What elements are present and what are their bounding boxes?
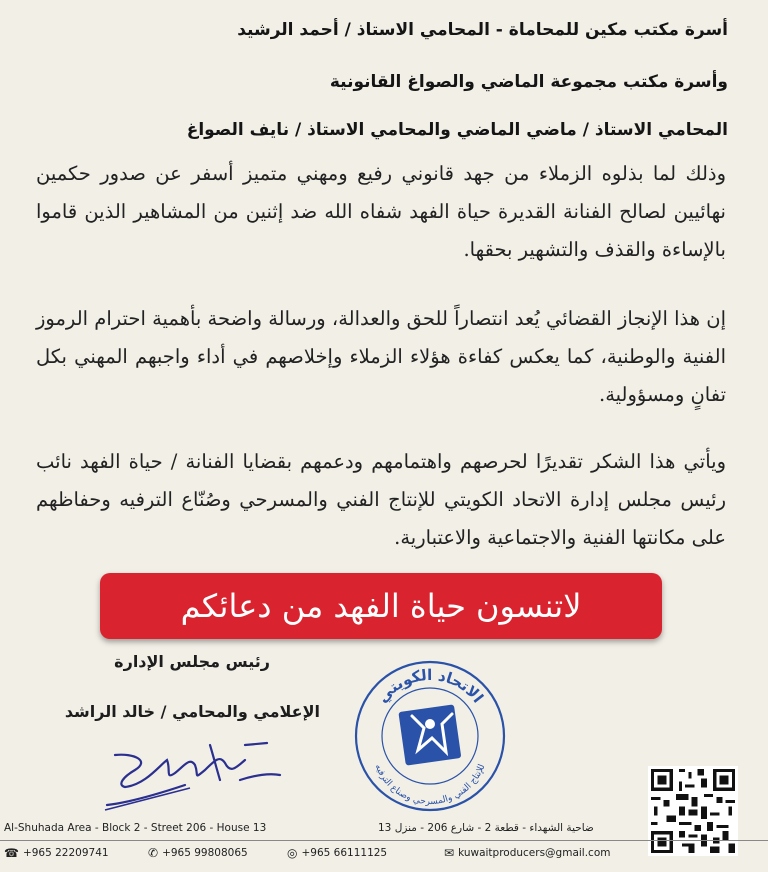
seal-text-top: الاتحاد الكويتي (373, 665, 487, 707)
contact-phone (4, 846, 109, 860)
header-line-1: أسرة مكتب مكين للمحاماة - المحامي الاستاذ / أحمد الرشيد (237, 20, 728, 40)
address-arabic: ضاحية الشهداء - قطعة 2 - شارع 206 - منزل 13 (378, 822, 594, 834)
svg-text:للإنتاج الفني والمسرحي وصناع ا (373, 763, 488, 807)
qr-code-icon (648, 766, 738, 856)
mobile-phone-icon: ✆ (148, 846, 159, 860)
union-seal-icon (352, 658, 508, 814)
contact-mobile (148, 846, 248, 860)
paragraph-1: وذلك لما بذلوه الزملاء من جهد قانوني رفيع ومهني متميز أسفر عن صدور حكمين نهائيين لصالح الفنانة القديرة حياة الفهد شفاه الله ضد إثنين من المشاهير الذين قاموا بالإساءة والقذف والتشهير بحقها. (36, 162, 726, 261)
paragraph-2: إن هذا الإنجاز القضائي يُعد انتصاراً للحق والعدالة، ورسالة واضحة بأهمية احترام الرموز الفنية والوطنية، كما يعكس كفاءة هؤلاء الزملاء وإخلاصهم في أداء واجبهم المهني بكل تفانٍ ومسؤولية. (36, 307, 726, 406)
signature-title: رئيس مجلس الإدارة (114, 652, 270, 671)
phone-icon: ☎ (4, 846, 19, 860)
contact-email (444, 846, 610, 860)
mobile-number[interactable]: +965 99808065 (162, 847, 248, 859)
header-line-3: المحامي الاستاذ / ماضي الماضي والمحامي الاستاذ / نايف الصواغ (186, 120, 728, 140)
prayer-banner: لاتنسون حياة الفهد من دعائكم (100, 573, 662, 639)
whatsapp-icon: ◎ (287, 846, 298, 860)
phone-number[interactable]: +965 22209741 (22, 847, 109, 859)
whatsapp-number[interactable]: +965 66111125 (301, 847, 388, 859)
footer-divider (0, 840, 768, 841)
email-address[interactable]: kuwaitproducers@gmail.com (458, 847, 611, 859)
handwritten-signature (95, 725, 285, 815)
signature-name: الإعلامي والمحامي / خالد الراشد (64, 702, 320, 721)
email-icon: ✉ (444, 846, 455, 860)
address-english: Al-Shuhada Area - Block 2 - Street 206 - House 13 (4, 822, 267, 834)
seal-text-bottom: للإنتاج الفني والمسرحي وصناع الترفيه (372, 762, 488, 808)
header-line-2: وأسرة مكتب مجموعة الماضي والصواغ القانونية (329, 72, 728, 92)
svg-text:الاتحاد الكويتي (373, 666, 486, 706)
paragraph-3: ويأتي هذا الشكر تقديرًا لحرصهم واهتمامهم ودعمهم بقضايا الفنانة / حياة الفهد نائب رئيس مجلس إدارة الاتحاد الكويتي للإنتاج الفني والمسرحي وصُنّاع الترفيه وحفاظهم على مكانتها الفنية والاجتماعية والاعتبارية. (36, 450, 726, 549)
contact-whatsapp (287, 846, 387, 860)
